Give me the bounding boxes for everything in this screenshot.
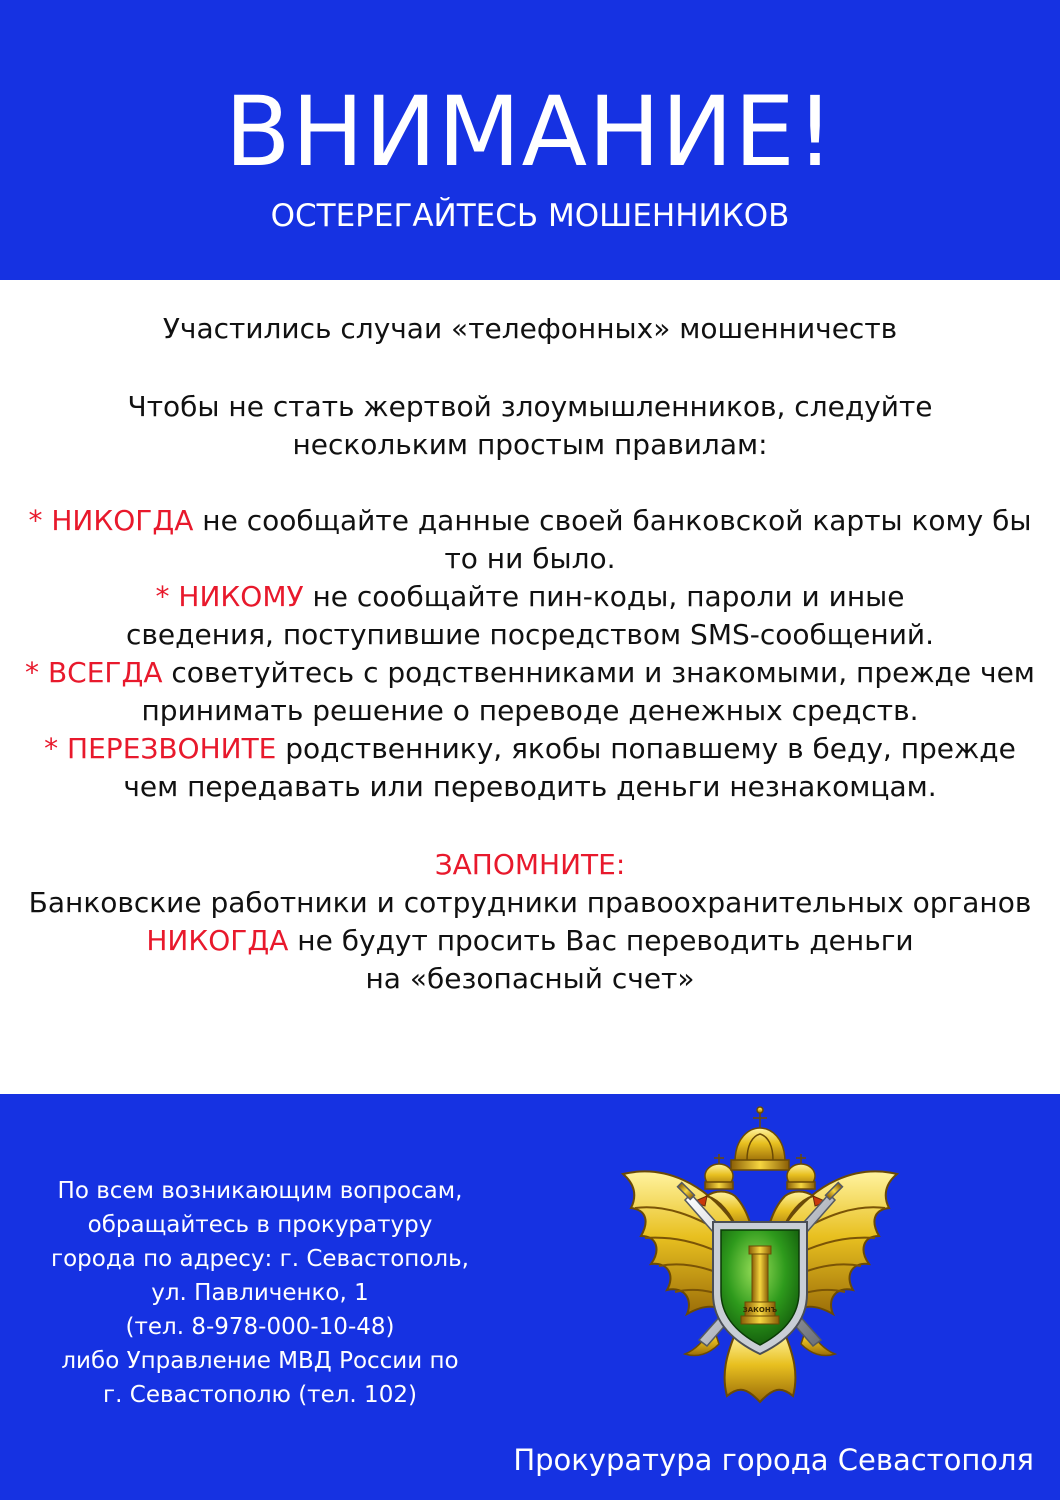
contact-info [20, 1174, 500, 1412]
rule-4-text: родственнику, якобы попавшему в беду, прежде [276, 732, 1016, 765]
contact-line-2: обращайтесь в прокуратуру [87, 1212, 433, 1238]
rule-2-keyword: * НИКОМУ [155, 580, 304, 613]
main-content [0, 280, 1060, 1094]
rule-4-line-2: чем передавать или переводить деньги незнакомцам. [123, 770, 937, 803]
contact-line-4: ул. Павличенко, 1 [151, 1280, 369, 1306]
rule-2-line-1 [0, 578, 1060, 616]
page-subtitle: ОСТЕРЕГАЙТЕСЬ МОШЕННИКОВ [270, 198, 790, 234]
contact-line-6: либо Управление МВД России по [61, 1348, 459, 1374]
rule-1-keyword: * НИКОГДА [28, 504, 194, 537]
rule-2-text: не сообщайте пин-коды, пароли и иные [303, 580, 905, 613]
lead-line-1: Чтобы не стать жертвой злоумышленников, следуйте [127, 390, 933, 423]
remember-keyword: НИКОГДА [146, 924, 289, 957]
contact-line-7: г. Севастополю (тел. 102) [103, 1382, 417, 1408]
page-title: ВНИМАНИЕ! [224, 76, 836, 188]
rule-2-line-2: сведения, поступившие посредством SMS-сообщений. [125, 618, 934, 651]
footer-banner [0, 1094, 1060, 1500]
rule-3-line-2: принимать решение о переводе денежных средств. [141, 694, 919, 727]
contact-line-3: города по адресу: г. Севастополь, [51, 1246, 469, 1272]
intro-text: Участились случаи «телефонных» мошенничеств [162, 312, 898, 345]
remember-line-3: на «безопасный счет» [365, 962, 695, 995]
organization-name: Прокуратура города Севастополя [513, 1443, 1034, 1477]
prosecutor-emblem-icon [615, 1104, 905, 1404]
rule-1-line-2: то ни было. [444, 542, 616, 575]
contact-line-5: (тел. 8-978-000-10-48) [125, 1314, 395, 1340]
remember-text: не будут просить Вас переводить деньги [288, 924, 914, 957]
remember-line-1: Банковские работники и сотрудники правоохранительных органов [28, 886, 1032, 919]
header-banner [0, 0, 1060, 280]
rule-1-line-1 [0, 502, 1060, 540]
rule-4-keyword: * ПЕРЕЗВОНИТЕ [44, 732, 277, 765]
rule-4-line-1 [0, 730, 1060, 768]
rule-3-keyword: * ВСЕГДА [25, 656, 163, 689]
remember-heading: ЗАПОМНИТЕ: [434, 848, 626, 881]
lead-line-2: нескольким простым правилам: [292, 428, 768, 461]
rule-3-text: советуйтесь с родственниками и знакомыми, прежде чем [162, 656, 1035, 689]
contact-line-1: По всем возникающим вопросам, [57, 1178, 463, 1204]
emblem-inscription: ЗАКОНЪ [742, 1306, 778, 1314]
rule-1-text: не сообщайте данные своей банковской карты кому бы [193, 504, 1032, 537]
rule-3-line-1 [0, 654, 1060, 692]
remember-line-2 [0, 922, 1060, 960]
